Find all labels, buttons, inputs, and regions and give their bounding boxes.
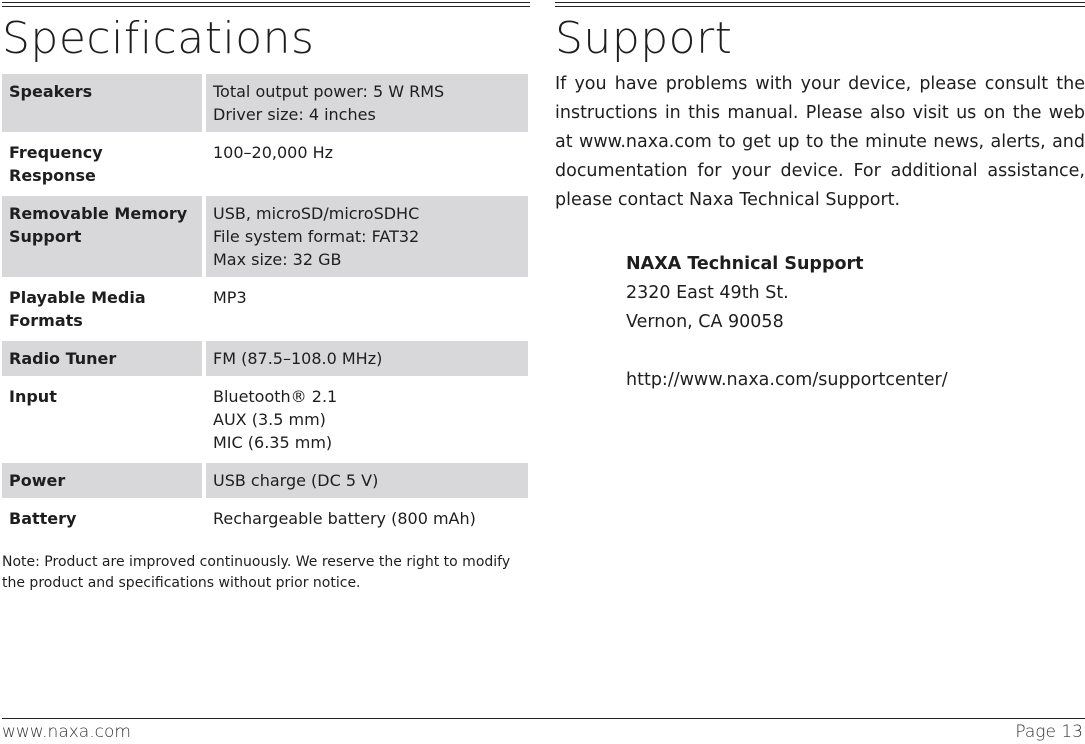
footer-website: www.naxa.com [2, 722, 131, 742]
spec-value [202, 501, 528, 536]
spec-row [2, 74, 528, 132]
spec-value [202, 379, 528, 460]
specifications-table [2, 71, 528, 539]
spec-value-line: Total output power: 5 W RMS [213, 82, 445, 101]
spec-label: Removable Memory Support [2, 196, 202, 277]
spec-value-line: AUX (3.5 mm) [213, 410, 326, 429]
spec-value [202, 463, 528, 498]
specifications-column [2, 0, 530, 594]
spec-value-line: USB, microSD/microSDHC [213, 204, 420, 223]
spec-row [2, 196, 528, 277]
support-heading: Support [555, 13, 733, 64]
spec-value-line: MP3 [213, 288, 247, 307]
specifications-heading: Specifications [2, 13, 315, 64]
top-rule [555, 2, 1085, 7]
spec-value-line: Driver size: 4 inches [213, 105, 376, 124]
spec-value-line: File system format: FAT32 [213, 227, 420, 246]
spec-value-line: FM (87.5–108.0 MHz) [213, 349, 383, 368]
support-paragraph: If you have problems with your device, please consult the instructions in this manual. Please also visit us on the web at www.naxa.com to get up to the minute news, alerts, and documentation for your device. For additional assistance, please contact Naxa Technical Support. [555, 74, 1085, 210]
top-rule [2, 2, 530, 7]
footer-rule [2, 718, 1085, 719]
spec-row [2, 341, 528, 376]
spec-label: Battery [9, 509, 77, 528]
spec-value [202, 196, 528, 277]
spec-row [2, 501, 528, 536]
spec-value-line: USB charge (DC 5 V) [213, 471, 379, 490]
spec-value-line: MIC (6.35 mm) [213, 433, 333, 452]
spec-value-line: 100–20,000 Hz [213, 143, 334, 162]
spec-row [2, 463, 528, 498]
spec-row [2, 280, 528, 338]
contact-block [626, 250, 1085, 395]
spec-value [202, 135, 528, 193]
spec-label: Input [9, 387, 57, 406]
spec-label: Playable Media Formats [9, 288, 146, 330]
address-line: Vernon, CA 90058 [626, 312, 784, 332]
spec-label: Speakers [2, 74, 202, 132]
spec-value [202, 341, 528, 376]
spec-row [2, 379, 528, 460]
spec-value [202, 280, 528, 338]
contact-title: NAXA Technical Support [626, 254, 864, 274]
address-line: 2320 East 49th St. [626, 283, 789, 303]
spec-value-line: Max size: 32 GB [213, 250, 342, 269]
spec-value-line: Rechargeable battery (800 mAh) [213, 509, 476, 528]
spec-value-line: Bluetooth® 2.1 [213, 387, 338, 406]
spec-label: Frequency Response [9, 143, 103, 185]
page-number: Page 13 [1015, 722, 1083, 742]
spec-row [2, 135, 528, 193]
spec-label: Radio Tuner [2, 341, 202, 376]
spec-label: Power [2, 463, 202, 498]
support-column [555, 0, 1085, 395]
spec-value [202, 74, 528, 132]
support-url-link[interactable]: http://www.naxa.com/supportcenter/ [626, 370, 948, 390]
specifications-note: Note: Product are improved continuously. We reserve the right to modify the product and specifications without prior notice. [2, 554, 511, 591]
